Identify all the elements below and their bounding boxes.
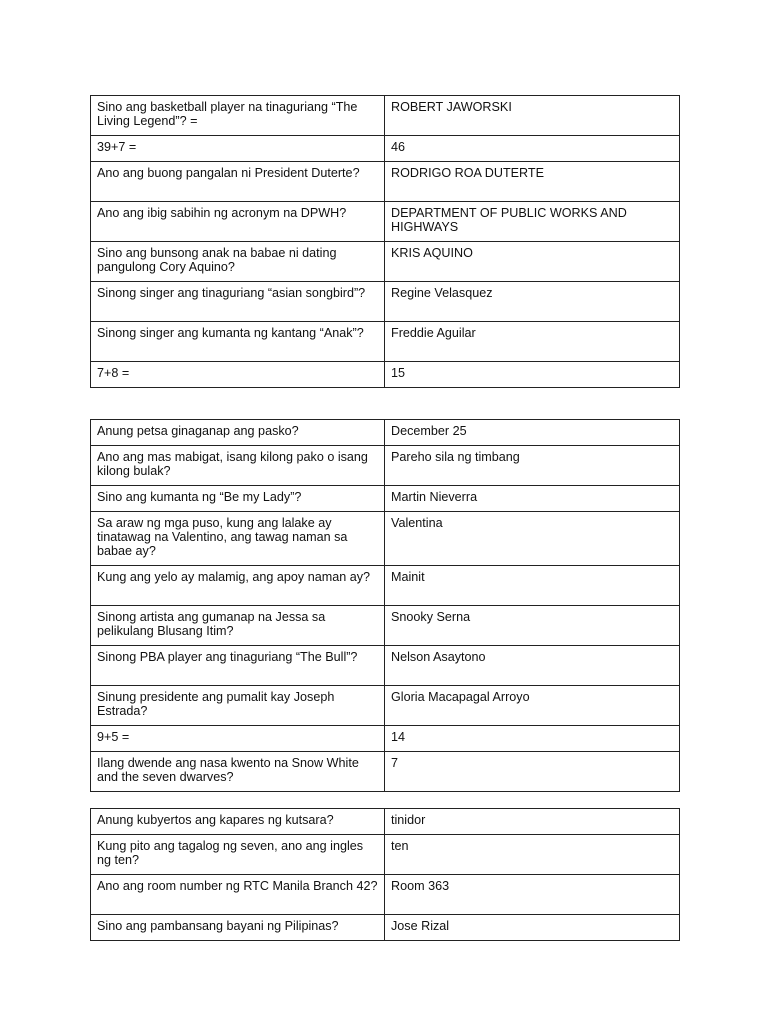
answer-cell: Pareho sila ng timbang bbox=[385, 446, 680, 486]
question-cell: 39+7 = bbox=[91, 136, 385, 162]
qa-table-1 bbox=[90, 95, 680, 388]
answer-cell: Gloria Macapagal Arroyo bbox=[385, 686, 680, 726]
question-cell: Ilang dwende ang nasa kwento na Snow White and the seven dwarves? bbox=[91, 752, 385, 792]
table-row bbox=[91, 875, 680, 915]
answer-cell: 14 bbox=[385, 726, 680, 752]
table-row bbox=[91, 686, 680, 726]
answer-cell: Freddie Aguilar bbox=[385, 322, 680, 362]
table-row bbox=[91, 512, 680, 566]
answer-cell: DEPARTMENT OF PUBLIC WORKS AND HIGHWAYS bbox=[385, 202, 680, 242]
answer-cell: tinidor bbox=[385, 809, 680, 835]
answer-cell: Snooky Serna bbox=[385, 606, 680, 646]
question-cell: Sino ang kumanta ng “Be my Lady”? bbox=[91, 486, 385, 512]
table-row bbox=[91, 242, 680, 282]
table-row bbox=[91, 726, 680, 752]
table-row bbox=[91, 446, 680, 486]
table-row bbox=[91, 646, 680, 686]
question-cell: Ano ang ibig sabihin ng acronym na DPWH? bbox=[91, 202, 385, 242]
question-cell: Anung kubyertos ang kapares ng kutsara? bbox=[91, 809, 385, 835]
table-row bbox=[91, 809, 680, 835]
question-cell: 7+8 = bbox=[91, 362, 385, 388]
table-row bbox=[91, 162, 680, 202]
answer-cell: Mainit bbox=[385, 566, 680, 606]
answer-cell: 7 bbox=[385, 752, 680, 792]
question-cell: Sinong PBA player ang tinaguriang “The Bull”? bbox=[91, 646, 385, 686]
question-cell: Anung petsa ginaganap ang pasko? bbox=[91, 420, 385, 446]
answer-cell: December 25 bbox=[385, 420, 680, 446]
question-cell: Kung ang yelo ay malamig, ang apoy naman ay? bbox=[91, 566, 385, 606]
question-cell: Sinung presidente ang pumalit kay Joseph Estrada? bbox=[91, 686, 385, 726]
table-row bbox=[91, 420, 680, 446]
qa-table-3 bbox=[90, 808, 680, 941]
question-cell: 9+5 = bbox=[91, 726, 385, 752]
qa-table-2 bbox=[90, 419, 680, 792]
table-row bbox=[91, 322, 680, 362]
answer-cell: Room 363 bbox=[385, 875, 680, 915]
answer-cell: Regine Velasquez bbox=[385, 282, 680, 322]
table-row bbox=[91, 915, 680, 941]
question-cell: Sino ang bunsong anak na babae ni dating pangulong Cory Aquino? bbox=[91, 242, 385, 282]
table-row bbox=[91, 486, 680, 512]
table-row bbox=[91, 362, 680, 388]
question-cell: Kung pito ang tagalog ng seven, ano ang ingles ng ten? bbox=[91, 835, 385, 875]
question-cell: Sinong singer ang tinaguriang “asian songbird”? bbox=[91, 282, 385, 322]
question-cell: Ano ang mas mabigat, isang kilong pako o isang kilong bulak? bbox=[91, 446, 385, 486]
table-row bbox=[91, 606, 680, 646]
answer-cell: ten bbox=[385, 835, 680, 875]
question-cell: Sinong artista ang gumanap na Jessa sa pelikulang Blusang Itim? bbox=[91, 606, 385, 646]
table-row bbox=[91, 282, 680, 322]
answer-cell: KRIS AQUINO bbox=[385, 242, 680, 282]
table-row bbox=[91, 752, 680, 792]
table-row bbox=[91, 202, 680, 242]
answer-cell: 46 bbox=[385, 136, 680, 162]
question-cell: Sino ang basketball player na tinaguriang “The Living Legend”? = bbox=[91, 96, 385, 136]
question-cell: Sa araw ng mga puso, kung ang lalake ay tinatawag na Valentino, ang tawag naman sa babae ay? bbox=[91, 512, 385, 566]
table-row bbox=[91, 566, 680, 606]
answer-cell: RODRIGO ROA DUTERTE bbox=[385, 162, 680, 202]
question-cell: Sinong singer ang kumanta ng kantang “Anak”? bbox=[91, 322, 385, 362]
answer-cell: Nelson Asaytono bbox=[385, 646, 680, 686]
question-cell: Ano ang buong pangalan ni President Duterte? bbox=[91, 162, 385, 202]
question-cell: Ano ang room number ng RTC Manila Branch 42? bbox=[91, 875, 385, 915]
table-row bbox=[91, 96, 680, 136]
table-row bbox=[91, 835, 680, 875]
answer-cell: Martin Nieverra bbox=[385, 486, 680, 512]
answer-cell: Jose Rizal bbox=[385, 915, 680, 941]
answer-cell: ROBERT JAWORSKI bbox=[385, 96, 680, 136]
answer-cell: 15 bbox=[385, 362, 680, 388]
answer-cell: Valentina bbox=[385, 512, 680, 566]
table-row bbox=[91, 136, 680, 162]
question-cell: Sino ang pambansang bayani ng Pilipinas? bbox=[91, 915, 385, 941]
